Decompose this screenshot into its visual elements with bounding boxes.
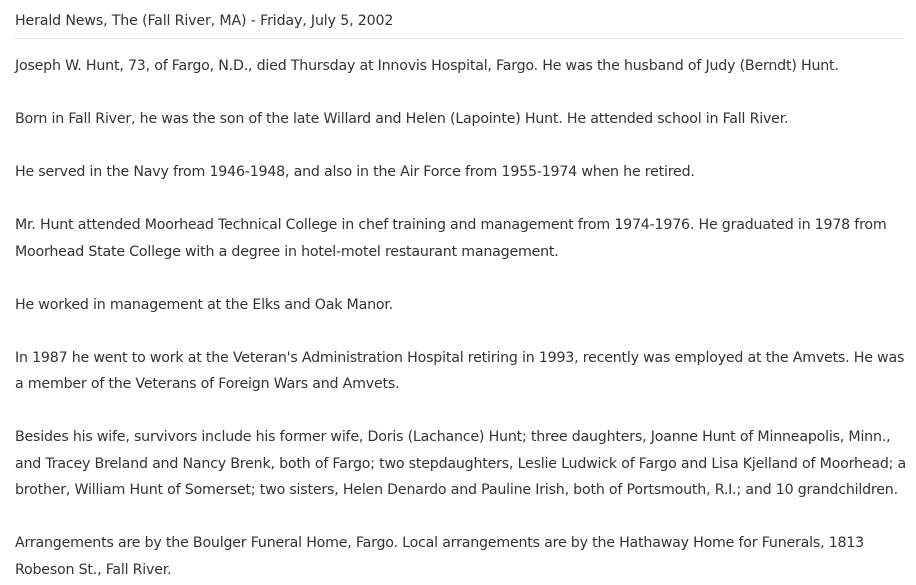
paragraph: In 1987 he went to work at the Veteran's Administration Hospital retiring in 1993, recently was employed at the Amvets. He was a member of the Veterans of Foreign Wars and Amvets. (15, 349, 905, 392)
paragraph: Mr. Hunt attended Moorhead Technical College in chef training and management from 1974-1976. He graduated in 1978 from Moorhead State College with a degree in hotel-motel restaurant management. (15, 217, 887, 260)
divider (15, 38, 904, 39)
obituary-body (15, 53, 907, 585)
paragraph: Born in Fall River, he was the son of the late Willard and Helen (Lapointe) Hunt. He attended school in Fall River. (15, 111, 789, 127)
paragraph: Besides his wife, survivors include his former wife, Doris (Lachance) Hunt; three daughters, Joanne Hunt of Minneapolis, Minn., and Tracey Breland and Nancy Brenk, both of Fargo; two stepdaughters, Leslie Ludwick of Fargo and Lisa Kjelland of Moorhead; a brother, William Hunt of Somerset; two sisters, Helen Denardo and Pauline Irish, both of Portsmouth, R.I.; and 10 grandchildren. (15, 429, 907, 498)
source-line: Herald News, The (Fall River, MA) - Friday, July 5, 2002 (15, 13, 394, 29)
paragraph: Joseph W. Hunt, 73, of Fargo, N.D., died Thursday at Innovis Hospital, Fargo. He was the husband of Judy (Berndt) Hunt. (15, 58, 839, 74)
paragraph: He worked in management at the Elks and Oak Manor. (15, 296, 393, 313)
paragraph: He served in the Navy from 1946-1948, and also in the Air Force from 1955-1974 when he retired. (15, 164, 695, 180)
paragraph: Arrangements are by the Boulger Funeral Home, Fargo. Local arrangements are by the Hathaway Home for Funerals, 1813 Robeson St., Fall River. (15, 535, 865, 578)
